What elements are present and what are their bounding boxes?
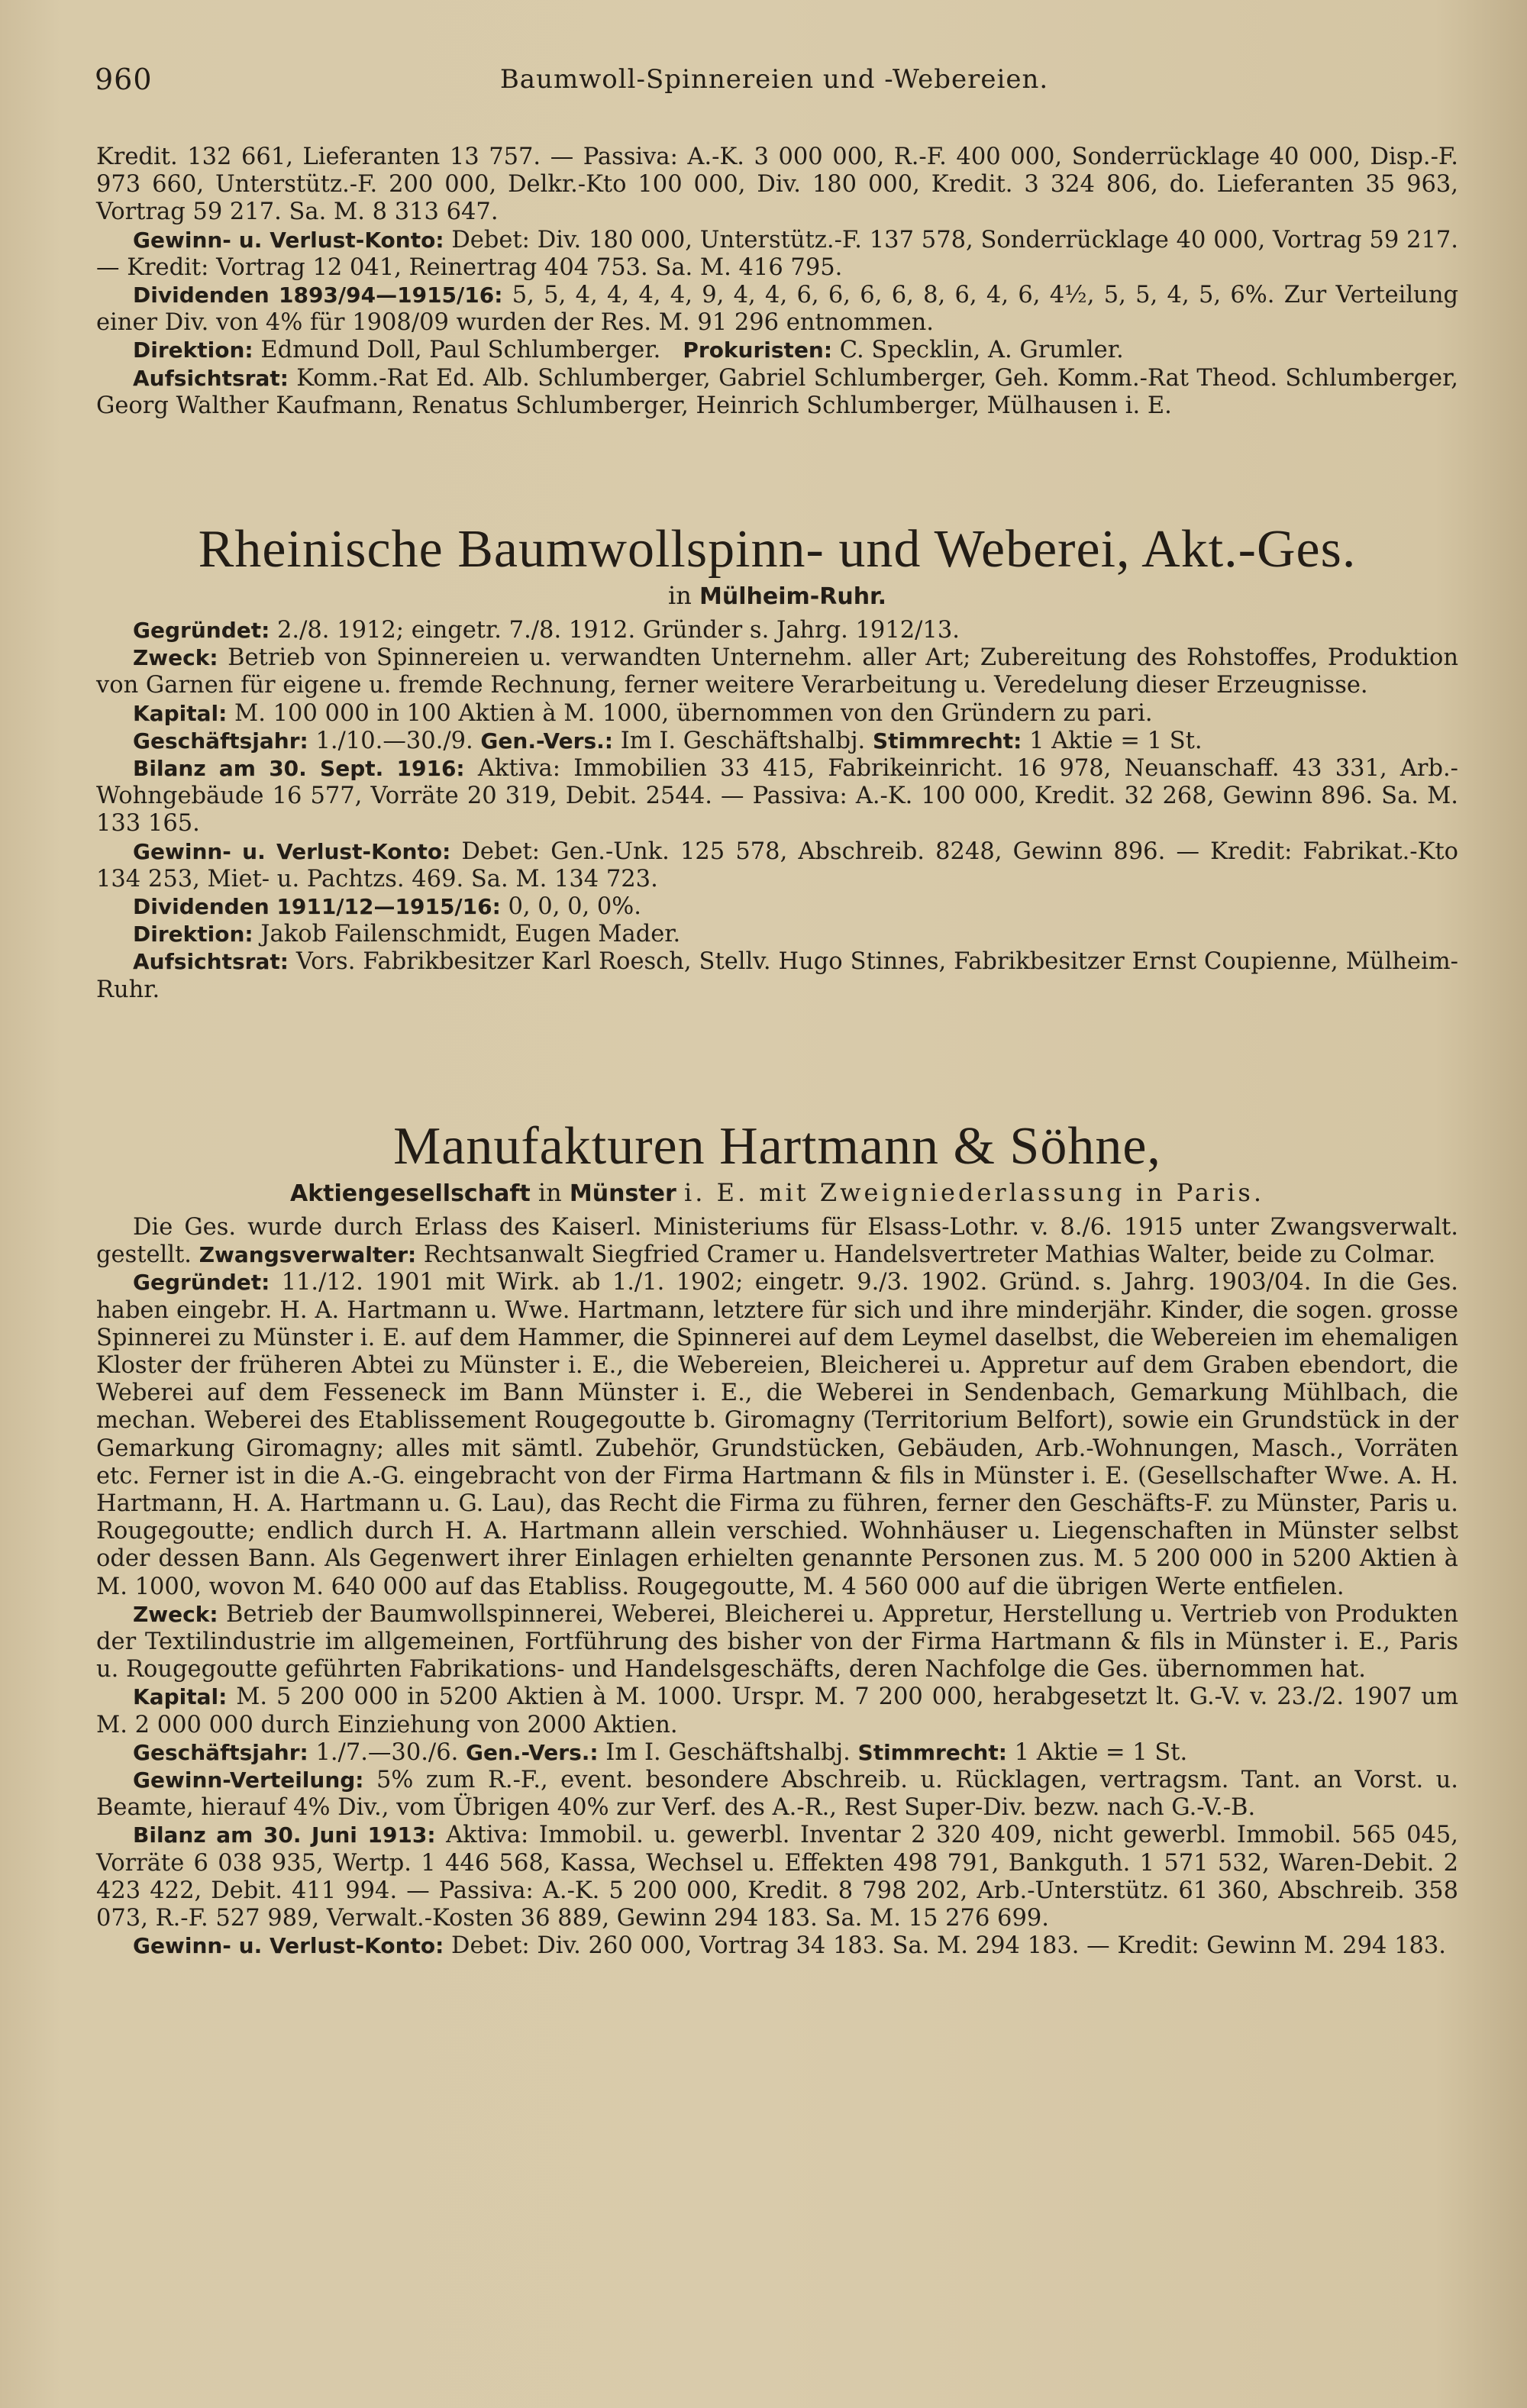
hartmann-gegruendet-paragraph [96,1269,1458,1600]
rheinische-stimmrecht-label: Stimmrecht: [872,728,1022,754]
prev-aufsichtsrat-label: Aufsichtsrat: [133,365,289,391]
prev-aufsichtsrat-paragraph [96,365,1458,420]
page-header [95,63,1454,108]
rheinische-aufsichtsrat-text: Vors. Fabrikbesitzer Karl Roesch, Stellv. Hugo Stinnes, Fabrikbesitzer Ernst Coupienne, Mülheim-Ruhr. [96,948,1458,1003]
rheinische-dividenden-text: 0, 0, 0, 0%. [508,893,641,921]
prev-gewinn-text: Debet: Div. 180 000, Unterstütz.-F. 137 578, Sonderrücklage 40 000, Vortrag 59 217. — Kredit: Vortrag 12 041, Reinertrag 404 753. Sa. M. 416 795. [96,226,1458,281]
hartmann-intro-text: Die Ges. wurde durch Erlass des Kaiserl. Ministeriums für Elsass-Lothr. v. 8./6. 1915 unter Zwangsverwalt. gestellt. [96,1214,1458,1269]
rheinische-aufsichtsrat-label: Aufsichtsrat: [133,949,289,975]
hartmann-gewinnverteilung-text: 5% zum R.-F., event. besondere Abschreib. u. Rücklagen, vertragsm. Tant. an Vorst. u. Beamte, hierauf 4% Div., vom Übrigen 40% zur Verf. des A.-R., Rest Super-Div. bezw. nach G.-V.-B. [96,1767,1458,1822]
hartmann-genvers-text: Im I. Geschäftshalbj. [605,1738,851,1766]
rheinische-aufsichtsrat-paragraph [96,948,1458,1003]
hartmann-subtitle-in: in [538,1178,562,1207]
rheinische-gewinn-text: Debet: Gen.-Unk. 125 578, Abschreib. 8248, Gewinn 896. — Kredit: Fabrikat.-Kto 134 253, Miet- u. Pachtzs. 469. Sa. M. 134 723. [96,838,1458,893]
rheinische-location [96,580,1458,612]
prev-prokuristen-label: Prokuristen: [683,337,833,363]
hartmann-gewinn-text: Debet: Div. 260 000, Vortrag 34 183. Sa. M. 294 183. — Kredit: Gewinn M. 294 183. [451,1932,1446,1960]
hartmann-gewinnverteilung-paragraph [96,1767,1458,1822]
rheinische-geschaeftsjahr-label: Geschäftsjahr: [133,728,308,754]
previous-entry-section [96,144,1458,420]
running-title: Baumwoll-Spinnereien und -Webereien. [499,64,1049,95]
rheinische-zweck-paragraph [96,644,1458,699]
prev-direktion-paragraph [96,337,1458,364]
rheinische-kapital-label: Kapital: [133,700,228,726]
hartmann-zwangsverwalter-text: Rechtsanwalt Siegfried Cramer u. Handelsvertreter Mathias Walter, beide zu Colmar. [423,1241,1436,1269]
prev-prokuristen-text: C. Specklin, A. Grumler. [839,337,1124,364]
hartmann-intro-paragraph [96,1214,1458,1269]
prev-gewinn-label: Gewinn- u. Verlust-Konto: [133,227,444,253]
rheinische-geschaeftsjahr-text: 1./10.—30./9. [315,727,473,754]
prev-dividenden-label: Dividenden 1893/94—1915/16: [133,282,503,308]
rheinische-genvers-text: Im I. Geschäftshalbj. [620,727,866,754]
prev-dividenden-paragraph [96,282,1458,337]
rheinische-dividenden-label: Dividenden 1911/12—1915/16: [133,894,501,920]
rheinische-direktion-label: Direktion: [133,922,253,947]
hartmann-subtitle-ag: Aktiengesellschaft [289,1180,531,1207]
hartmann-geschaeftsjahr-text: 1./7.—30./6. [315,1738,459,1766]
rheinische-location-city: Mülheim-Ruhr. [699,583,886,610]
rheinische-geschaeftsjahr-paragraph [96,728,1458,755]
hartmann-subtitle [96,1177,1458,1209]
hartmann-zwangsverwalter-label: Zwangsverwalter: [199,1242,417,1268]
rheinische-bilanz-text: Aktiva: Immobilien 33 415, Fabrikeinricht. 16 978, Neuanschaff. 43 331, Arb.-Wohngebäude 16 577, Vorräte 20 319, Debit. 2544. — Passiva: A.-K. 100 000, Kredit. 32 268, Gewinn 896. Sa. M. 133 165. [96,755,1458,838]
rheinische-gewinn-label: Gewinn- u. Verlust-Konto: [133,838,451,864]
hartmann-subtitle-rest: i. E. mit Zweigniederlassung in Paris. [684,1178,1265,1207]
rheinische-direktion-text: Jakob Failenschmidt, Eugen Mader. [260,921,681,948]
rheinische-zweck-label: Zweck: [133,645,218,671]
rheinische-location-prefix: in [668,581,692,610]
hartmann-title: Manufakturen Hartmann & Söhne, [393,1117,1161,1176]
rheinische-gegruendet-paragraph [96,617,1458,644]
hartmann-zweck-label: Zweck: [133,1601,218,1627]
hartmann-gegruendet-label: Gegründet: [133,1270,270,1296]
hartmann-kapital-label: Kapital: [133,1684,228,1710]
hartmann-gewinnverteilung-label: Gewinn-Verteilung: [133,1767,364,1793]
hartmann-zweck-text: Betrieb der Baumwollspinnerei, Weberei, Bleicherei u. Appretur, Herstellung u. Vertrieb von Produkten der Textilindustrie im allgemeinen, Fortführung des bisher von der Firma Hartmann & fils in Münster i. E., Paris u. Rougegoutte geführten Fabrikations- und Handelsgeschäfts, deren Nachfolge die Ges. übernommen hat. [96,1600,1458,1683]
rheinische-stimmrecht-text: 1 Aktie = 1 St. [1029,727,1203,754]
rheinische-bilanz-label: Bilanz am 30. Sept. 1916: [133,756,465,782]
hartmann-zweck-paragraph [96,1601,1458,1684]
hartmann-section [96,1116,1458,1960]
rheinische-zweck-text: Betrieb von Spinnereien u. verwandten Unternehm. aller Art; Zubereitung des Rohstoffes, Produktion von Garnen für eigene u. fremde Rechnung, ferner weitere Verarbeitung u. Veredelung dieser Erzeugnisse. [96,644,1458,699]
prev-direktion-text: Edmund Doll, Paul Schlumberger. [260,337,661,364]
hartmann-gewinn-label: Gewinn- u. Verlust-Konto: [133,1933,444,1959]
rheinische-kapital-paragraph [96,700,1458,728]
rheinische-dividenden-paragraph [96,893,1458,921]
prev-dividenden-text: 5, 5, 4, 4, 4, 4, 9, 4, 4, 6, 6, 6, 6, 8, 6, 4, 6, 4½, 5, 5, 4, 5, 6%. Zur Verteilung einer Div. von 4% für 1908/09 wurden der Res. M. 91 296 entnommen. [96,282,1458,337]
prev-kredit-paragraph: Kredit. 132 661, Lieferanten 13 757. — Passiva: A.-K. 3 000 000, R.-F. 400 000, Sonderrücklage 40 000, Disp.-F. 973 660, Unterstütz.-F. 200 000, Delkr.-Kto 100 000, Div. 180 000, Kredit. 3 324 806, do. Lieferanten 35 963, Vortrag 59 217. Sa. M. 8 313 647. [96,144,1458,226]
hartmann-gegruendet-text: 11./12. 1901 mit Wirk. ab 1./1. 1902; eingetr. 9./3. 1902. Gründ. s. Jahrg. 1903/04. In die Ges. haben eingebr. H. A. Hartmann u. Wwe. Hartmann, letztere für sich und ihre minderjähr. Kinder, die sogen. grosse Spinnerei zu Münster i. E. auf dem Hammer, die Spinnerei auf dem Leymel daselbst, die Webereien im ehemaligen Kloster der früheren Abtei zu Münster i. E., die Webereien, Bleicherei u. Appretur auf dem Graben ebendort, die Weberei auf dem Fesseneck im Bann Münster i. E., die Weberei in Sendenbach, Gemarkung Mühlbach, die mechan. Weberei des Etablissement Rougegoutte b. Giromagny (Territorium Belfort), sowie ein Grundstück in der Gemarkung Giromagny; alles mit sämtl. Zubehör, Grundstücken, Gebäuden, Arb.-Wohnungen, Masch., Vorräten etc. Ferner ist in die A.-G. eingebracht von der Firma Hartmann & fils in Münster i. E. (Gesellschafter Wwe. A. H. Hartmann, H. A. Hartmann u. G. Lau), das Recht die Firma zu führen, ferner den Geschäfts-F. zu Münster, Paris u. Rougegoutte; endlich durch H. A. Hartmann allein verschied. Wohnhäuser u. Liegenschaften in Münster selbst oder dessen Bann. Als Gegenwert ihrer Einlagen erhielten genannte Personen zus. M. 5 200 000 in 5200 Aktien à M. 1000, wovon M. 640 000 auf das Etabliss. Rougegoutte, M. 4 560 000 auf die übrigen Werte entfielen. [96,1269,1458,1600]
hartmann-geschaeftsjahr-paragraph [96,1739,1458,1767]
page-number: 960 [95,63,153,96]
rheinische-kapital-text: M. 100 000 in 100 Aktien à M. 1000, übernommen von den Gründern zu pari. [234,699,1153,727]
rheinische-bilanz-paragraph [96,755,1458,838]
hartmann-stimmrecht-label: Stimmrecht: [857,1739,1007,1765]
rheinische-genvers-label: Gen.-Vers.: [480,728,613,754]
prev-gewinn-paragraph [96,227,1458,282]
prev-aufsichtsrat-text: Komm.-Rat Ed. Alb. Schlumberger, Gabriel Schlumberger, Geh. Komm.-Rat Theod. Schlumberger, Georg Walther Kaufmann, Renatus Schlumberger, Heinrich Schlumberger, Mülhausen i. E. [96,364,1458,419]
rheinische-direktion-paragraph [96,921,1458,948]
hartmann-gewinn-paragraph [96,1932,1458,1960]
hartmann-subtitle-city: Münster [569,1180,676,1207]
hartmann-bilanz-paragraph [96,1822,1458,1932]
hartmann-kapital-paragraph [96,1683,1458,1738]
hartmann-geschaeftsjahr-label: Geschäftsjahr: [133,1739,308,1765]
hartmann-genvers-label: Gen.-Vers.: [466,1739,599,1765]
hartmann-bilanz-text: Aktiva: Immobil. u. gewerbl. Inventar 2 320 409, nicht gewerbl. Immobil. 565 045, Vorräte 6 038 935, Wertp. 1 446 568, Kassa, Wechsel u. Effekten 498 791, Bankguth. 1 571 532, Waren-Debit. 2 423 422, Debit. 411 994. — Passiva: A.-K. 5 200 000, Kredit. 8 798 202, Arb.-Unterstütz. 61 360, Abschreib. 358 073, R.-F. 527 989, Verwalt.-Kosten 36 889, Gewinn 294 183. Sa. M. 15 276 699. [96,1822,1458,1932]
rheinische-gegruendet-text: 2./8. 1912; eingetr. 7./8. 1912. Gründer s. Jahrg. 1912/13. [277,617,960,644]
rheinische-section [96,519,1458,1004]
rheinische-title: Rheinische Baumwollspinn- und Weberei, Akt.-Ges. [198,520,1357,579]
prev-direktion-label: Direktion: [133,337,253,363]
hartmann-kapital-text: M. 5 200 000 in 5200 Aktien à M. 1000. Urspr. M. 7 200 000, herabgesetzt lt. G.-V. v. 23./2. 1907 um M. 2 000 000 durch Einziehung von 2000 Aktien. [96,1683,1458,1738]
hartmann-stimmrecht-text: 1 Aktie = 1 St. [1014,1738,1188,1766]
hartmann-bilanz-label: Bilanz am 30. Juni 1913: [133,1822,436,1848]
rheinische-gegruendet-label: Gegründet: [133,618,270,643]
rheinische-gewinn-paragraph [96,838,1458,893]
